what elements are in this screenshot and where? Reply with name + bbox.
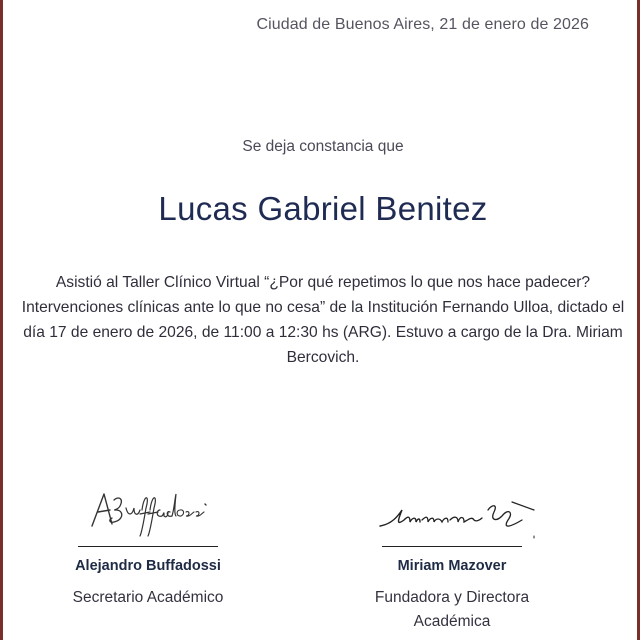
signature-line-right xyxy=(382,546,522,547)
signature-block-left xyxy=(28,480,268,610)
signer-name-left: Alejandro Buffadossi xyxy=(75,558,221,574)
signature-line-left xyxy=(78,546,218,547)
signature-block-right xyxy=(332,480,572,634)
intro-text: Se deja constancia que xyxy=(242,138,404,155)
recipient-name: Lucas Gabriel Benitez xyxy=(158,190,488,227)
handwritten-signature-right xyxy=(362,480,542,542)
handwritten-signature-left xyxy=(78,480,218,542)
signer-role-left: Secretario Académico xyxy=(72,589,224,606)
signer-name-right: Miriam Mazover xyxy=(397,558,507,574)
signer-role-right: Fundadora y Directora Académica xyxy=(374,589,530,630)
certificate-body: Asistió al Taller Clínico Virtual “¿Por qué repetimos lo que nos hace padecer? Intervenciones clínicas ante lo que no cesa” de la Institución Fernando Ulloa, dictado el día 17 de enero de 2026, de 11:00 a 12:30 hs (ARG). Estuvo a cargo de la Dra. Miriam Bercovich. xyxy=(21,274,625,366)
date-line: Ciudad de Buenos Aires, 21 de enero de 2026 xyxy=(256,16,589,33)
